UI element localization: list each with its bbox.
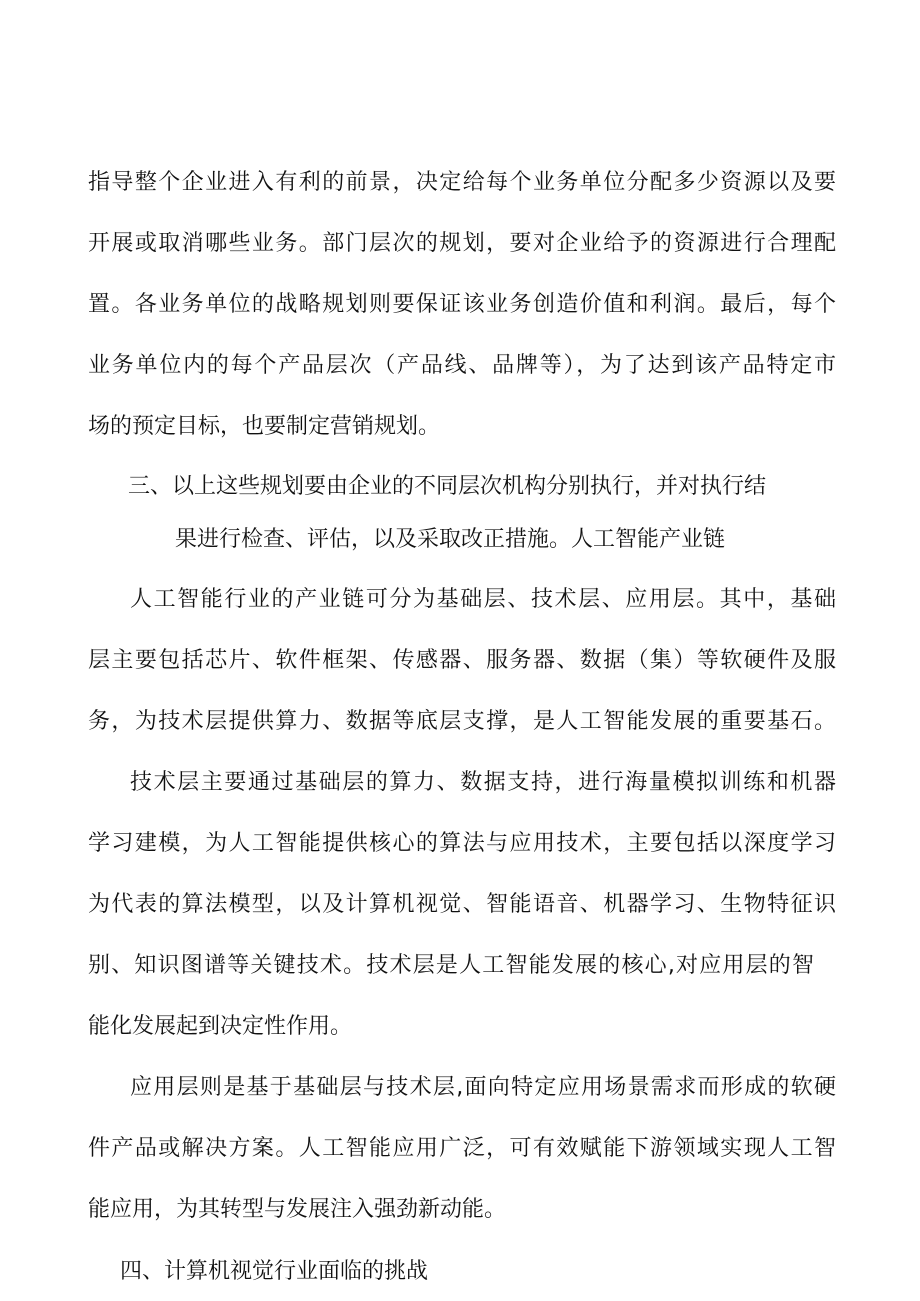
paragraph-line: 技术层主要通过基础层的算力、数据支持，进行海量模拟训练和机器 — [130, 770, 836, 795]
paragraph-line: 件产品或解决方案。人工智能应用广泛，可有效赋能下游领域实现人工智 — [88, 1136, 836, 1161]
section-heading-3-line-2: 果进行检查、评估，以及采取改正措施。人工智能产业链 — [175, 527, 726, 552]
paragraph-line: 场的预定目标，也要制定营销规划。 — [88, 414, 441, 439]
section-heading-3-line-1: 三、以上这些规划要由企业的不同层次机构分别执行，并对执行结 — [128, 474, 767, 499]
paragraph-line: 层主要包括芯片、软件框架、传感器、服务器、数据（集）等软硬件及服 — [88, 648, 836, 673]
paragraph-line: 人工智能行业的产业链可分为基础层、技术层、应用层。其中，基础 — [130, 587, 836, 612]
paragraph-line: 能应用，为其转型与发展注入强劲新动能。 — [88, 1197, 507, 1222]
paragraph-line: 置。各业务单位的战略规划则要保证该业务创造价值和利润。最后，每个 — [88, 292, 836, 317]
paragraph-line: 开展或取消哪些业务。部门层次的规划，要对企业给予的资源进行合理配 — [88, 231, 836, 256]
paragraph-line: 学习建模，为人工智能提供核心的算法与应用技术，主要包括以深度学习 — [88, 831, 836, 856]
paragraph-line: 别、知识图谱等关键技术。技术层是人工智能发展的核心,对应用层的智 — [88, 953, 814, 978]
paragraph-line: 指导整个企业进入有利的前景，决定给每个业务单位分配多少资源以及要 — [88, 170, 836, 195]
paragraph-line: 能化发展起到决定性作用。 — [88, 1014, 353, 1039]
paragraph-line: 为代表的算法模型，以及计算机视觉、智能语音、机器学习、生物特征识 — [88, 892, 836, 917]
paragraph-line: 务，为技术层提供算力、数据等底层支撑，是人工智能发展的重要基石。 — [88, 709, 836, 734]
paragraph-line: 应用层则是基于基础层与技术层,面向特定应用场景需求而形成的软硬 — [130, 1075, 836, 1100]
paragraph-line: 业务单位内的每个产品层次（产品线、品牌等），为了达到该产品特定市 — [88, 353, 836, 378]
section-heading-4: 四、计算机视觉行业面临的挑战 — [120, 1259, 429, 1284]
